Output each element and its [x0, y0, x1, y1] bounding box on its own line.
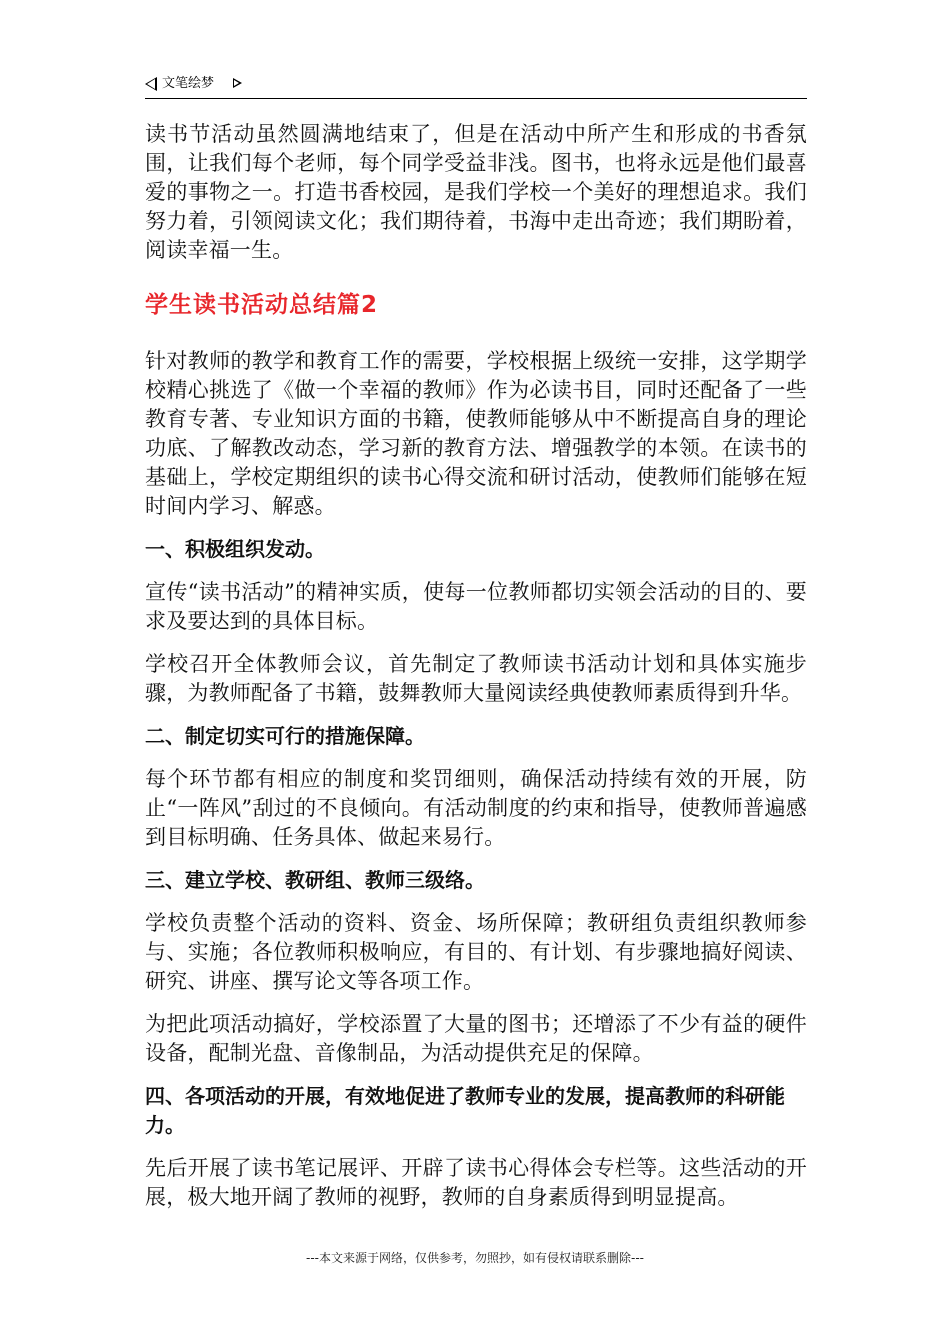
triangle-right-icon: [233, 78, 242, 88]
paragraph-4: 每个环节都有相应的制度和奖罚细则，确保活动持续有效的开展，防止“一阵风”刮过的不良倾向。有活动制度的约束和指导，使教师普遍感到目标明确、任务具体、做起来易行。: [145, 767, 807, 849]
subheading-2: 二、制定切实可行的措施保障。: [145, 724, 425, 748]
subheading-1: 一、积极组织发动。: [145, 537, 325, 561]
footer-notice: ---本文来源于网络，仅供参考，勿照抄，如有侵权请联系删除---: [306, 1251, 644, 1265]
section-title: 学生读书活动总结篇2: [145, 292, 379, 318]
paragraph-2: 宣传“读书活动”的精神实质，使每一位教师都切实领会活动的目的、要求及要达到的具体目标。: [145, 580, 807, 633]
paragraph-1: 针对教师的教学和教育工作的需要，学校根据上级统一安排，这学期学校精心挑选了《做一个幸福的教师》作为必读书目，同时还配备了一些教育专著、专业知识方面的书籍，使教师能够从中不断提高自身的理论功底、了解教改动态，学习新的教育方法、增强教学的本领。在读书的基础上，学校定期组织的读书心得交流和研讨活动，使教师们能够在短时间内学习、解惑。: [145, 349, 807, 518]
intro-paragraph: 读书节活动虽然圆满地结束了，但是在活动中所产生和形成的书香氛围，让我们每个老师，每个同学受益非浅。图书，也将永远是他们最喜爱的事物之一。打造书香校园，是我们学校一个美好的理想追求。我们努力着，引领阅读文化；我们期待着，书海中走出奇迹；我们期盼着，阅读幸福一生。: [145, 122, 807, 262]
paragraph-6: 为把此项活动搞好，学校添置了大量的图书；还增添了不少有益的硬件设备，配制光盘、音像制品，为活动提供充足的保障。: [145, 1012, 807, 1065]
subheading-4: 四、各项活动的开展，有效地促进了教师专业的发展，提高教师的科研能力。: [145, 1084, 785, 1137]
triangle-left-icon: [145, 77, 157, 91]
page-header: [145, 74, 807, 99]
subheading-3: 三、建立学校、教研组、教师三级络。: [145, 868, 485, 892]
paragraph-5: 学校负责整个活动的资料、资金、场所保障；教研组负责组织教师参与、实施；各位教师积极响应，有目的、有计划、有步骤地搞好阅读、研究、讲座、撰写论文等各项工作。: [145, 911, 807, 993]
header-title: 文笔绘梦: [162, 76, 215, 91]
article-body: [145, 120, 807, 1226]
paragraph-3: 学校召开全体教师会议，首先制定了教师读书活动计划和具体实施步骤，为教师配备了书籍，鼓舞教师大量阅读经典使教师素质得到升华。: [145, 652, 807, 705]
paragraph-7: 先后开展了读书笔记展评、开辟了读书心得体会专栏等。这些活动的开展，极大地开阔了教师的视野，教师的自身素质得到明显提高。: [145, 1156, 807, 1209]
